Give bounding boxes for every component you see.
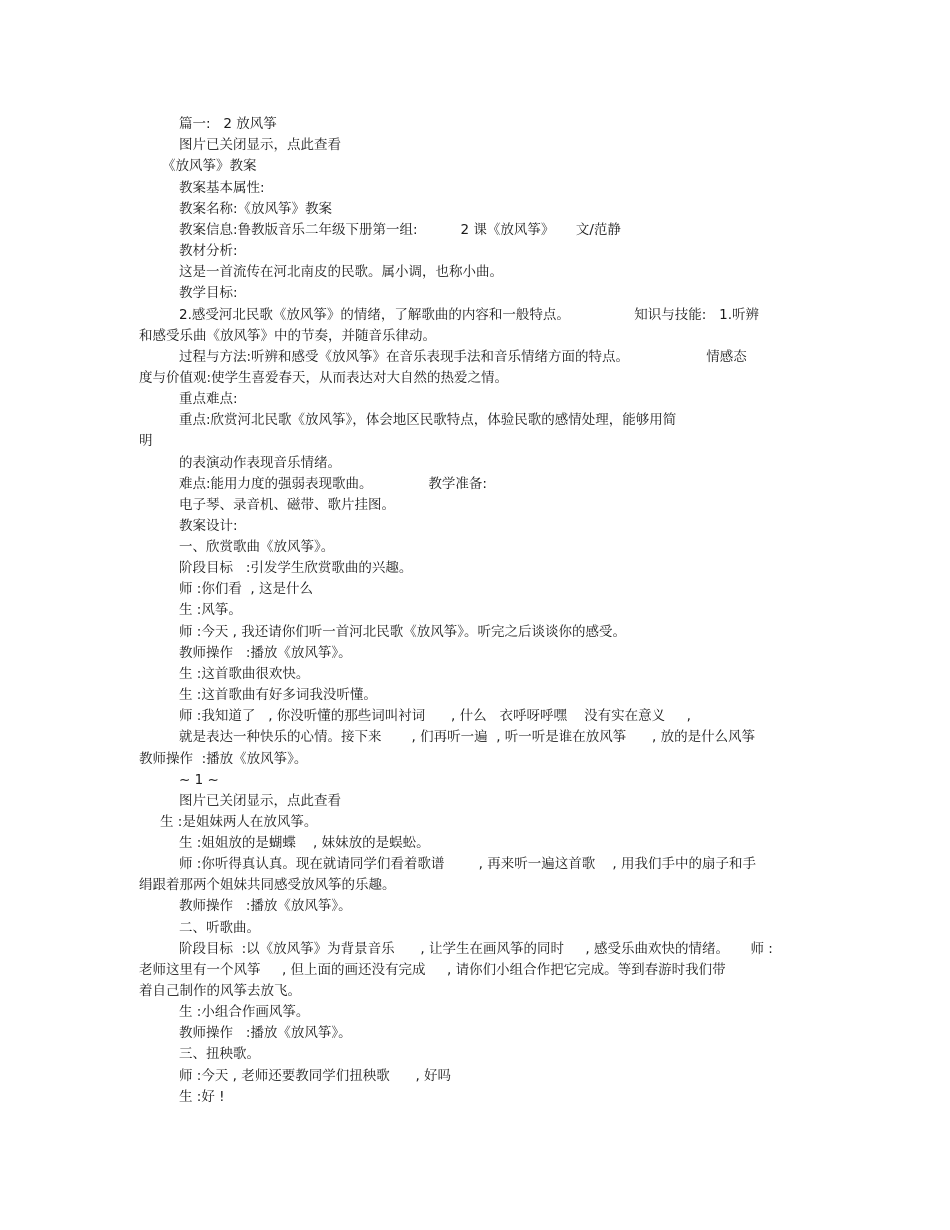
text-line: 师 :今天 , 老师还要教同学们扭秧歌 , 好吗 (179, 1068, 452, 1084)
text-line: 生 :这首歌曲很欢快。 (179, 666, 310, 682)
text-line: 教师操作 :播放《放风筝》。 (179, 645, 352, 661)
text-line: 教师操作 :播放《放风筝》。 (179, 898, 352, 914)
text-line: 教案基本属性: (179, 180, 265, 196)
text-line: 度与价值观:使学生喜爱春天，从而表达对大自然的热爱之情。 (139, 370, 509, 386)
text-line: 难点:能用力度的强弱表现歌曲。 教学准备: (179, 476, 487, 492)
text-line: 阶段目标 :引发学生欣赏歌曲的兴趣。 (179, 560, 413, 576)
lesson-title: 《放风筝》教案 (162, 158, 257, 174)
text-line: 师 :我知道了 , 你没听懂的那些词叫衬词 , 什么 衣呼呀呼嘿 没有实在意义 , (179, 708, 691, 724)
text-line: 生 :这首歌曲有好多词我没听懂。 (179, 687, 377, 703)
text-line: 重点:欣赏河北民歌《放风筝》，体会地区民歌特点，体验民歌的感情处理，能够用简 (179, 412, 677, 428)
text-line: 师 :今天 , 我还请你们听一首河北民歌《放风筝》。听完之后谈谈你的感受。 (179, 624, 626, 640)
page-number: ~ 1 ~ (179, 772, 219, 788)
text-line: 师 :你听得真认真。现在就请同学们看着歌谱 , 再来听一遍这首歌 , 用我们手中的扇子和手 (179, 856, 756, 872)
text-line: 生 :风筝。 (179, 602, 242, 618)
text-line: 一、欣赏歌曲《放风筝》。 (179, 539, 335, 555)
section-heading: 篇一: 2 放风筝 (179, 116, 277, 132)
text-line: 生 :是姐妹两人在放风筝。 (160, 814, 318, 830)
text-line: 生 :好 ! (179, 1089, 225, 1105)
text-line: 明 (139, 433, 153, 449)
text-line: 教师操作 :播放《放风筝》。 (139, 751, 308, 767)
text-line: 就是表达一种快乐的心情。接下来 , 们再听一遍 , 听一听是谁在放风筝 , 放的是什么风筝 (179, 729, 756, 745)
text-line: 2.感受河北民歌《放风筝》的情绪，了解歌曲的内容和一般特点。 知识与技能: 1.听辨 (179, 307, 760, 323)
text-line: 重点难点: (179, 391, 238, 407)
image-hidden-notice[interactable]: 图片已关闭显示，点此查看 (179, 137, 341, 153)
text-line: 的表演动作表现音乐情绪。 (179, 455, 341, 471)
text-line: 教材分析: (179, 243, 238, 259)
image-hidden-notice[interactable]: 图片已关闭显示，点此查看 (179, 793, 341, 809)
text-line: 教案信息:鲁教版音乐二年级下册第一组: 2 课《放风筝》 文/范静 (179, 222, 621, 238)
text-line: 教案名称:《放风筝》教案 (179, 201, 333, 217)
text-line: 电子琴、录音机、磁带、歌片挂图。 (179, 497, 395, 513)
text-line: 这是一首流传在河北南皮的民歌。属小调，也称小曲。 (179, 264, 503, 280)
text-line: 过程与方法:听辨和感受《放风筝》在音乐表现手法和音乐情绪方面的特点。 情感态 (179, 349, 747, 365)
text-line: 绢跟着那两个姐妹共同感受放风筝的乐趣。 (139, 877, 396, 893)
text-line: 阶段目标 :以《放风筝》为背景音乐 , 让学生在画风筝的同时 , 感受乐曲欢快的情绪。 师 : (179, 941, 773, 957)
text-line: 三、扭秧歌。 (179, 1046, 260, 1062)
text-line: 老师这里有一个风筝 , 但上面的画还没有完成 , 请你们小组合作把它完成。等到春游时我们带 (139, 962, 726, 978)
text-line: 着自己制作的风筝去放飞。 (139, 983, 301, 999)
text-line: 教师操作 :播放《放风筝》。 (179, 1025, 352, 1041)
text-line: 生 :姐姐放的是蝴蝶 , 妹妹放的是蜈蚣。 (179, 835, 430, 851)
text-line: 师 :你们看 , 这是什么 (179, 581, 314, 597)
text-line: 和感受乐曲《放风筝》中的节奏，并随音乐律动。 (139, 328, 436, 344)
text-line: 教学目标: (179, 285, 238, 301)
text-line: 二、听歌曲。 (179, 920, 260, 936)
text-line: 生 :小组合作画风筝。 (179, 1004, 310, 1020)
text-line: 教案设计: (179, 518, 238, 534)
